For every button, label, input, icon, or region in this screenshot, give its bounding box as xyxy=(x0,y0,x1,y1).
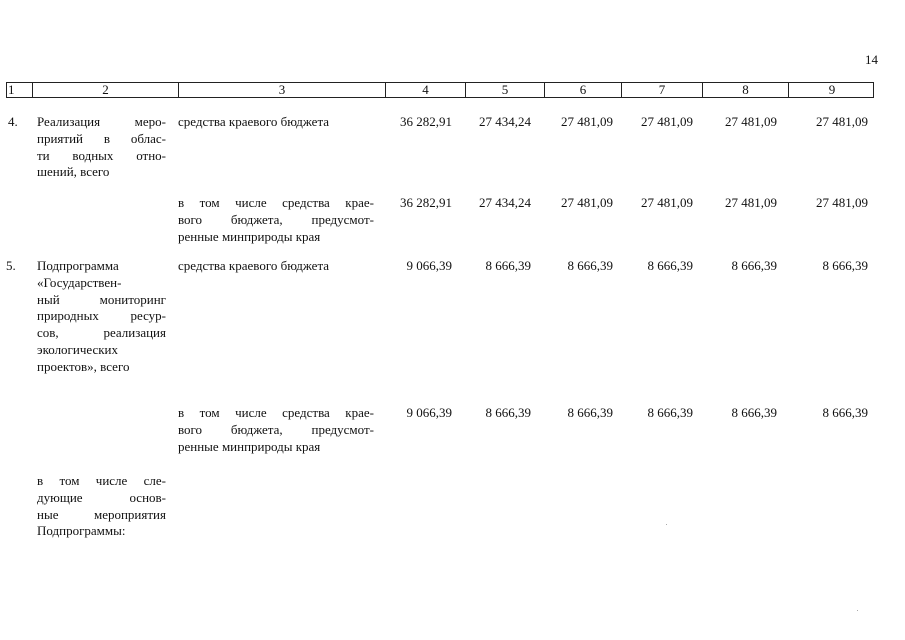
row-name-line: ный мониторинг xyxy=(37,291,166,307)
value-col-8: 8 666,39 xyxy=(731,405,777,420)
value-col-5: 27 434,24 xyxy=(479,195,531,210)
header-cell-6: 6 xyxy=(545,83,622,97)
value-col-5: 8 666,39 xyxy=(485,405,531,420)
row-source-line: ренные минприроды края xyxy=(178,228,321,244)
value-col-4: 36 282,91 xyxy=(400,114,452,129)
row-name-line: Реализация меро- xyxy=(37,114,166,129)
row-source-line: вого бюджета, предусмот- xyxy=(178,421,374,437)
value-col-6: 27 481,09 xyxy=(561,114,613,129)
row-source xyxy=(178,258,374,275)
value-col-4: 9 066,39 xyxy=(406,405,452,420)
row-source xyxy=(178,195,374,245)
row-name-line: шений, всего xyxy=(37,164,110,180)
row-source-line: средства краевого бюджета xyxy=(178,258,330,273)
value-col-5: 27 434,24 xyxy=(479,114,531,129)
value-col-6: 27 481,09 xyxy=(561,195,613,210)
row-name-line: сов, реализация xyxy=(37,325,166,341)
row-name-line: ные мероприятия xyxy=(37,506,166,522)
header-cell-9: 9 xyxy=(828,82,836,97)
value-col-9: 8 666,39 xyxy=(822,405,868,420)
row-name-line: Подпрограмма xyxy=(37,258,119,273)
row-source xyxy=(178,405,374,455)
row-name xyxy=(37,473,166,540)
value-col-9: 8 666,39 xyxy=(822,258,868,273)
row-source-line: в том числе средства крае- xyxy=(178,195,374,210)
row-name-line: экологических xyxy=(37,341,119,357)
header-cell-7: 7 xyxy=(622,83,703,97)
row-source-line: ренные минприроды края xyxy=(178,438,321,454)
value-col-8: 8 666,39 xyxy=(731,258,777,273)
row-source-line: в том числе средства крае- xyxy=(178,405,374,420)
row-source-line: вого бюджета, предусмот- xyxy=(178,211,374,227)
value-col-6: 8 666,39 xyxy=(567,258,613,273)
row-source-line: средства краевого бюджета xyxy=(178,114,330,129)
row-name-line: проектов», всего xyxy=(37,358,130,374)
header-cell-3: 3 xyxy=(179,83,386,97)
value-col-9: 27 481,09 xyxy=(816,114,868,129)
value-col-4: 9 066,39 xyxy=(406,258,452,273)
value-col-8: 27 481,09 xyxy=(725,114,777,129)
value-col-5: 8 666,39 xyxy=(485,258,531,273)
scan-speck xyxy=(666,524,667,525)
table-header-row xyxy=(6,82,874,98)
header-cell-1: 1 xyxy=(7,83,33,97)
header-cell-8: 8 xyxy=(703,83,789,97)
header-cell-5: 5 xyxy=(466,83,545,97)
header-cell-4: 4 xyxy=(386,83,466,97)
value-col-7: 27 481,09 xyxy=(641,195,693,210)
value-col-6: 8 666,39 xyxy=(567,405,613,420)
row-name-line: природных ресур- xyxy=(37,308,166,324)
row-name-line: ти водных отно- xyxy=(37,147,166,163)
value-col-8: 27 481,09 xyxy=(725,195,777,210)
row-name-line: «Государствен- xyxy=(37,274,122,290)
row-number: 5. xyxy=(6,258,16,273)
row-name-line: Подпрограммы: xyxy=(37,523,126,539)
value-col-7: 27 481,09 xyxy=(641,114,693,129)
row-name xyxy=(37,114,166,181)
page-number: 14 xyxy=(865,52,878,67)
value-col-4: 36 282,91 xyxy=(400,195,452,210)
value-col-7: 8 666,39 xyxy=(647,258,693,273)
scan-speck xyxy=(857,610,858,611)
row-source xyxy=(178,114,374,131)
header-cell-2: 2 xyxy=(33,83,179,97)
row-name-line: дующие основ- xyxy=(37,489,166,505)
value-col-9: 27 481,09 xyxy=(816,195,868,210)
row-name-line: в том числе сле- xyxy=(37,473,166,488)
row-name-line: приятий в облас- xyxy=(37,130,166,146)
value-col-7: 8 666,39 xyxy=(647,405,693,420)
row-number: 4. xyxy=(8,114,18,129)
row-name xyxy=(37,258,166,376)
